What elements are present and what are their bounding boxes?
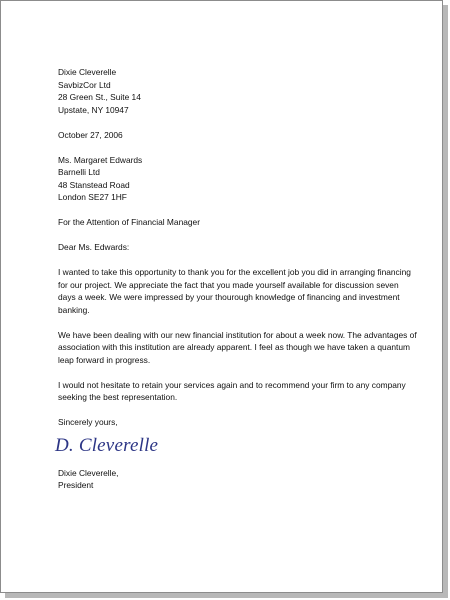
body-paragraph-1: I wanted to take this opportunity to thank you for the excellent job you did in arranging financing for our project. We appreciate the fact that you made yourself available for discussion seven days a week. We were impressed by your thourough knowledge of financing and investment banking.: [58, 267, 411, 315]
letter-content: [55, 66, 418, 492]
sender-address: [58, 66, 418, 116]
sender-street: 28 Green St., Suite 14: [58, 92, 141, 102]
recipient-company: Barnelli Ltd: [58, 167, 100, 177]
body-paragraph-3: I would not hesitate to retain your services again and to recommend your firm to any company seeking the best representation.: [58, 379, 406, 402]
recipient-city: London SE27 1HF: [58, 192, 127, 202]
sender-company: SavbizCor Ltd: [58, 79, 111, 90]
sender-city: Upstate, NY 10947: [58, 104, 129, 115]
salutation: Dear Ms. Edwards:: [58, 242, 130, 252]
signoff-title: President: [58, 480, 94, 490]
letter-date: October 27, 2006: [58, 129, 123, 140]
attention-line: For the Attention of Financial Manager: [58, 217, 200, 227]
signoff-block: [58, 467, 418, 492]
signoff-name: Dixie Cleverelle,: [58, 467, 119, 478]
recipient-name: Ms. Margaret Edwards: [58, 154, 143, 165]
sender-name: Dixie Cleverelle: [58, 67, 117, 77]
handwritten-signature: D. Cleverelle: [55, 434, 159, 456]
closing: Sincerely yours,: [58, 417, 118, 427]
body-paragraph-2: We have been dealing with our new financial institution for about a week now. The advantages of association with this institution are already apparent. I feel as though we have taken a quantum leap forward in progress.: [58, 329, 417, 365]
recipient-street: 48 Stanstead Road: [58, 179, 130, 190]
recipient-address: [58, 154, 418, 204]
